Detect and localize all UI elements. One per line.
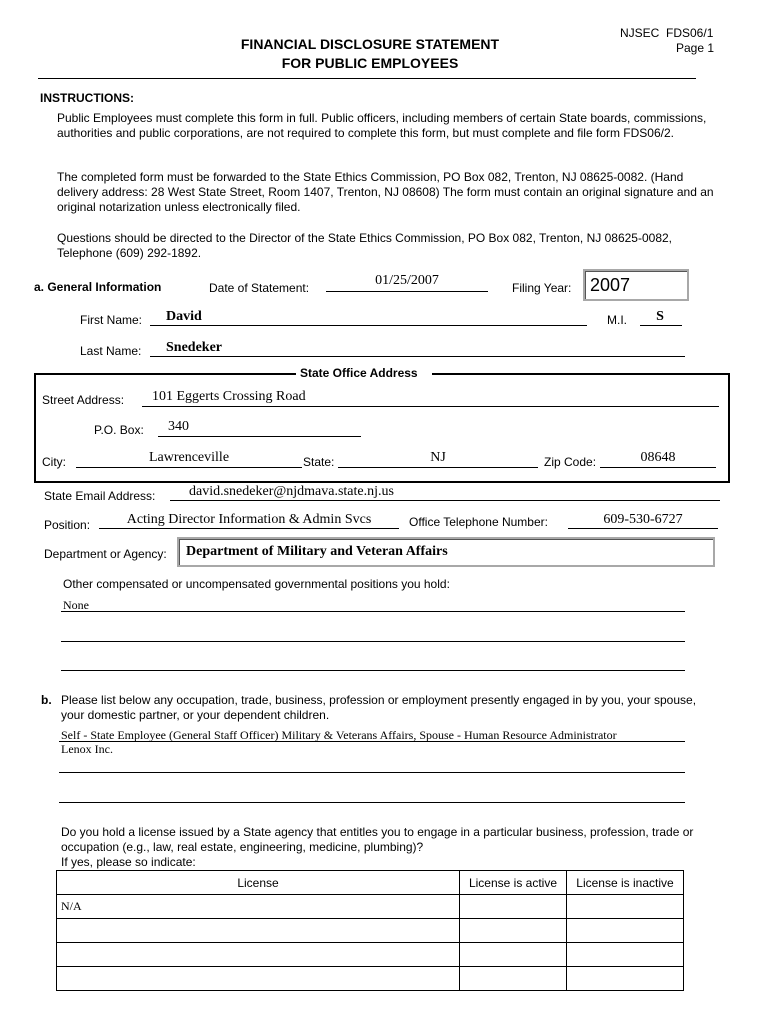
filing-year-field[interactable] [583,269,689,301]
city-label: City: [42,455,66,469]
last-name-field[interactable]: Snedeker [166,340,222,355]
pobox-field[interactable]: 340 [168,419,189,434]
occupation-answer-line2[interactable]: Lenox Inc. [61,742,113,756]
instructions-para-2: The completed form must be forwarded to the State Ethics Commission, PO Box 082, Trenton, NJ 08625-0082. (Hand delivery address: 28 West State Street, Room 1407, Trenton, NJ 08608) The form must contain an original signature and an original notarization unless electronically filed. [57,170,714,214]
license-inactive-header: License is inactive [567,871,684,895]
date-field[interactable]: 01/25/2007 [375,273,439,288]
section-b-text: Please list below any occupation, trade, business, profession or employment presently engaged in by you, your spouse, your domestic partner, or your dependent children. [61,693,697,722]
other-positions-label: Other compensated or uncompensated governmental positions you hold: [63,577,450,591]
license-active-cell[interactable] [460,943,567,967]
instructions-heading: INSTRUCTIONS: [40,91,134,105]
phone-field[interactable]: 609-530-6727 [603,512,683,527]
instructions-para-1: Public Employees must complete this form in full. Public officers, including members of certain State boards, commissions, authorities and public corporations, are not required to complete this form, but must complete and file form FDS06/2. [57,111,707,140]
mi-label: M.I. [607,313,627,327]
date-label: Date of Statement: [209,281,310,295]
zip-label: Zip Code: [544,455,597,469]
email-field[interactable]: david.snedeker@njdmava.state.nj.us [189,484,394,499]
filing-year-label: Filing Year: [512,281,572,295]
department-label: Department or Agency: [44,547,167,561]
license-active-cell[interactable] [460,919,567,943]
header-rule [38,78,696,79]
license-inactive-cell[interactable] [567,895,684,919]
pobox-label: P.O. Box: [94,423,144,437]
instructions-para-3: Questions should be directed to the Director of the State Ethics Commission, PO Box 082, Trenton, NJ 08625-0082, Telephone (609) 292-1892. [57,231,672,260]
license-cell[interactable] [57,919,460,943]
license-cell[interactable] [57,967,460,991]
license-inactive-cell[interactable] [567,943,684,967]
mi-field[interactable]: S [656,309,664,324]
page-number: Page 1 [676,41,715,55]
license-cell[interactable]: N/A [57,895,460,919]
phone-label: Office Telephone Number: [409,515,548,529]
license-inactive-cell[interactable] [567,967,684,991]
license-active-header: License is active [460,871,567,895]
first-name-label: First Name: [80,313,143,327]
position-field[interactable]: Acting Director Information & Admin Svcs [126,512,372,527]
position-label: Position: [44,518,91,532]
form-title-line2: FOR PUBLIC EMPLOYEES [281,55,459,71]
email-label: State Email Address: [44,489,156,503]
filing-year-value: 2007 [590,275,631,295]
department-value: Department of Military and Veteran Affairs [186,544,448,559]
form-title-line1: FINANCIAL DISCLOSURE STATEMENT [240,36,500,52]
first-name-field[interactable]: David [166,309,202,324]
license-active-cell[interactable] [460,967,567,991]
department-field[interactable] [177,537,715,567]
license-header: License [57,871,460,895]
address-box-title: State Office Address [300,366,418,380]
other-positions-field[interactable]: None [63,598,89,612]
state-label: State: [303,455,335,469]
license-prompt: If yes, please so indicate: [61,855,196,869]
license-active-cell[interactable] [460,895,567,919]
license-cell[interactable] [57,943,460,967]
form-id: NJSEC FDS06/1 [620,26,714,40]
city-field[interactable]: Lawrenceville [148,450,230,465]
section-b-marker: b. [41,693,52,707]
street-label: Street Address: [42,393,125,407]
license-question: Do you hold a license issued by a State agency that entitles you to engage in a particular business, profession, trade or occupation (e.g., law, real estate, engineering, medicine, plumbing)? [61,825,694,854]
license-inactive-cell[interactable] [567,919,684,943]
section-a-label: a. General Information [34,280,162,294]
state-field[interactable]: NJ [430,450,446,465]
last-name-label: Last Name: [80,344,142,358]
license-table [56,870,684,991]
street-field[interactable]: 101 Eggerts Crossing Road [152,389,306,404]
occupation-answer-line1[interactable]: Self - State Employee (General Staff Officer) Military & Veterans Affairs, Spouse - Human Resource Administrator [61,728,617,742]
zip-field[interactable]: 08648 [640,450,676,465]
